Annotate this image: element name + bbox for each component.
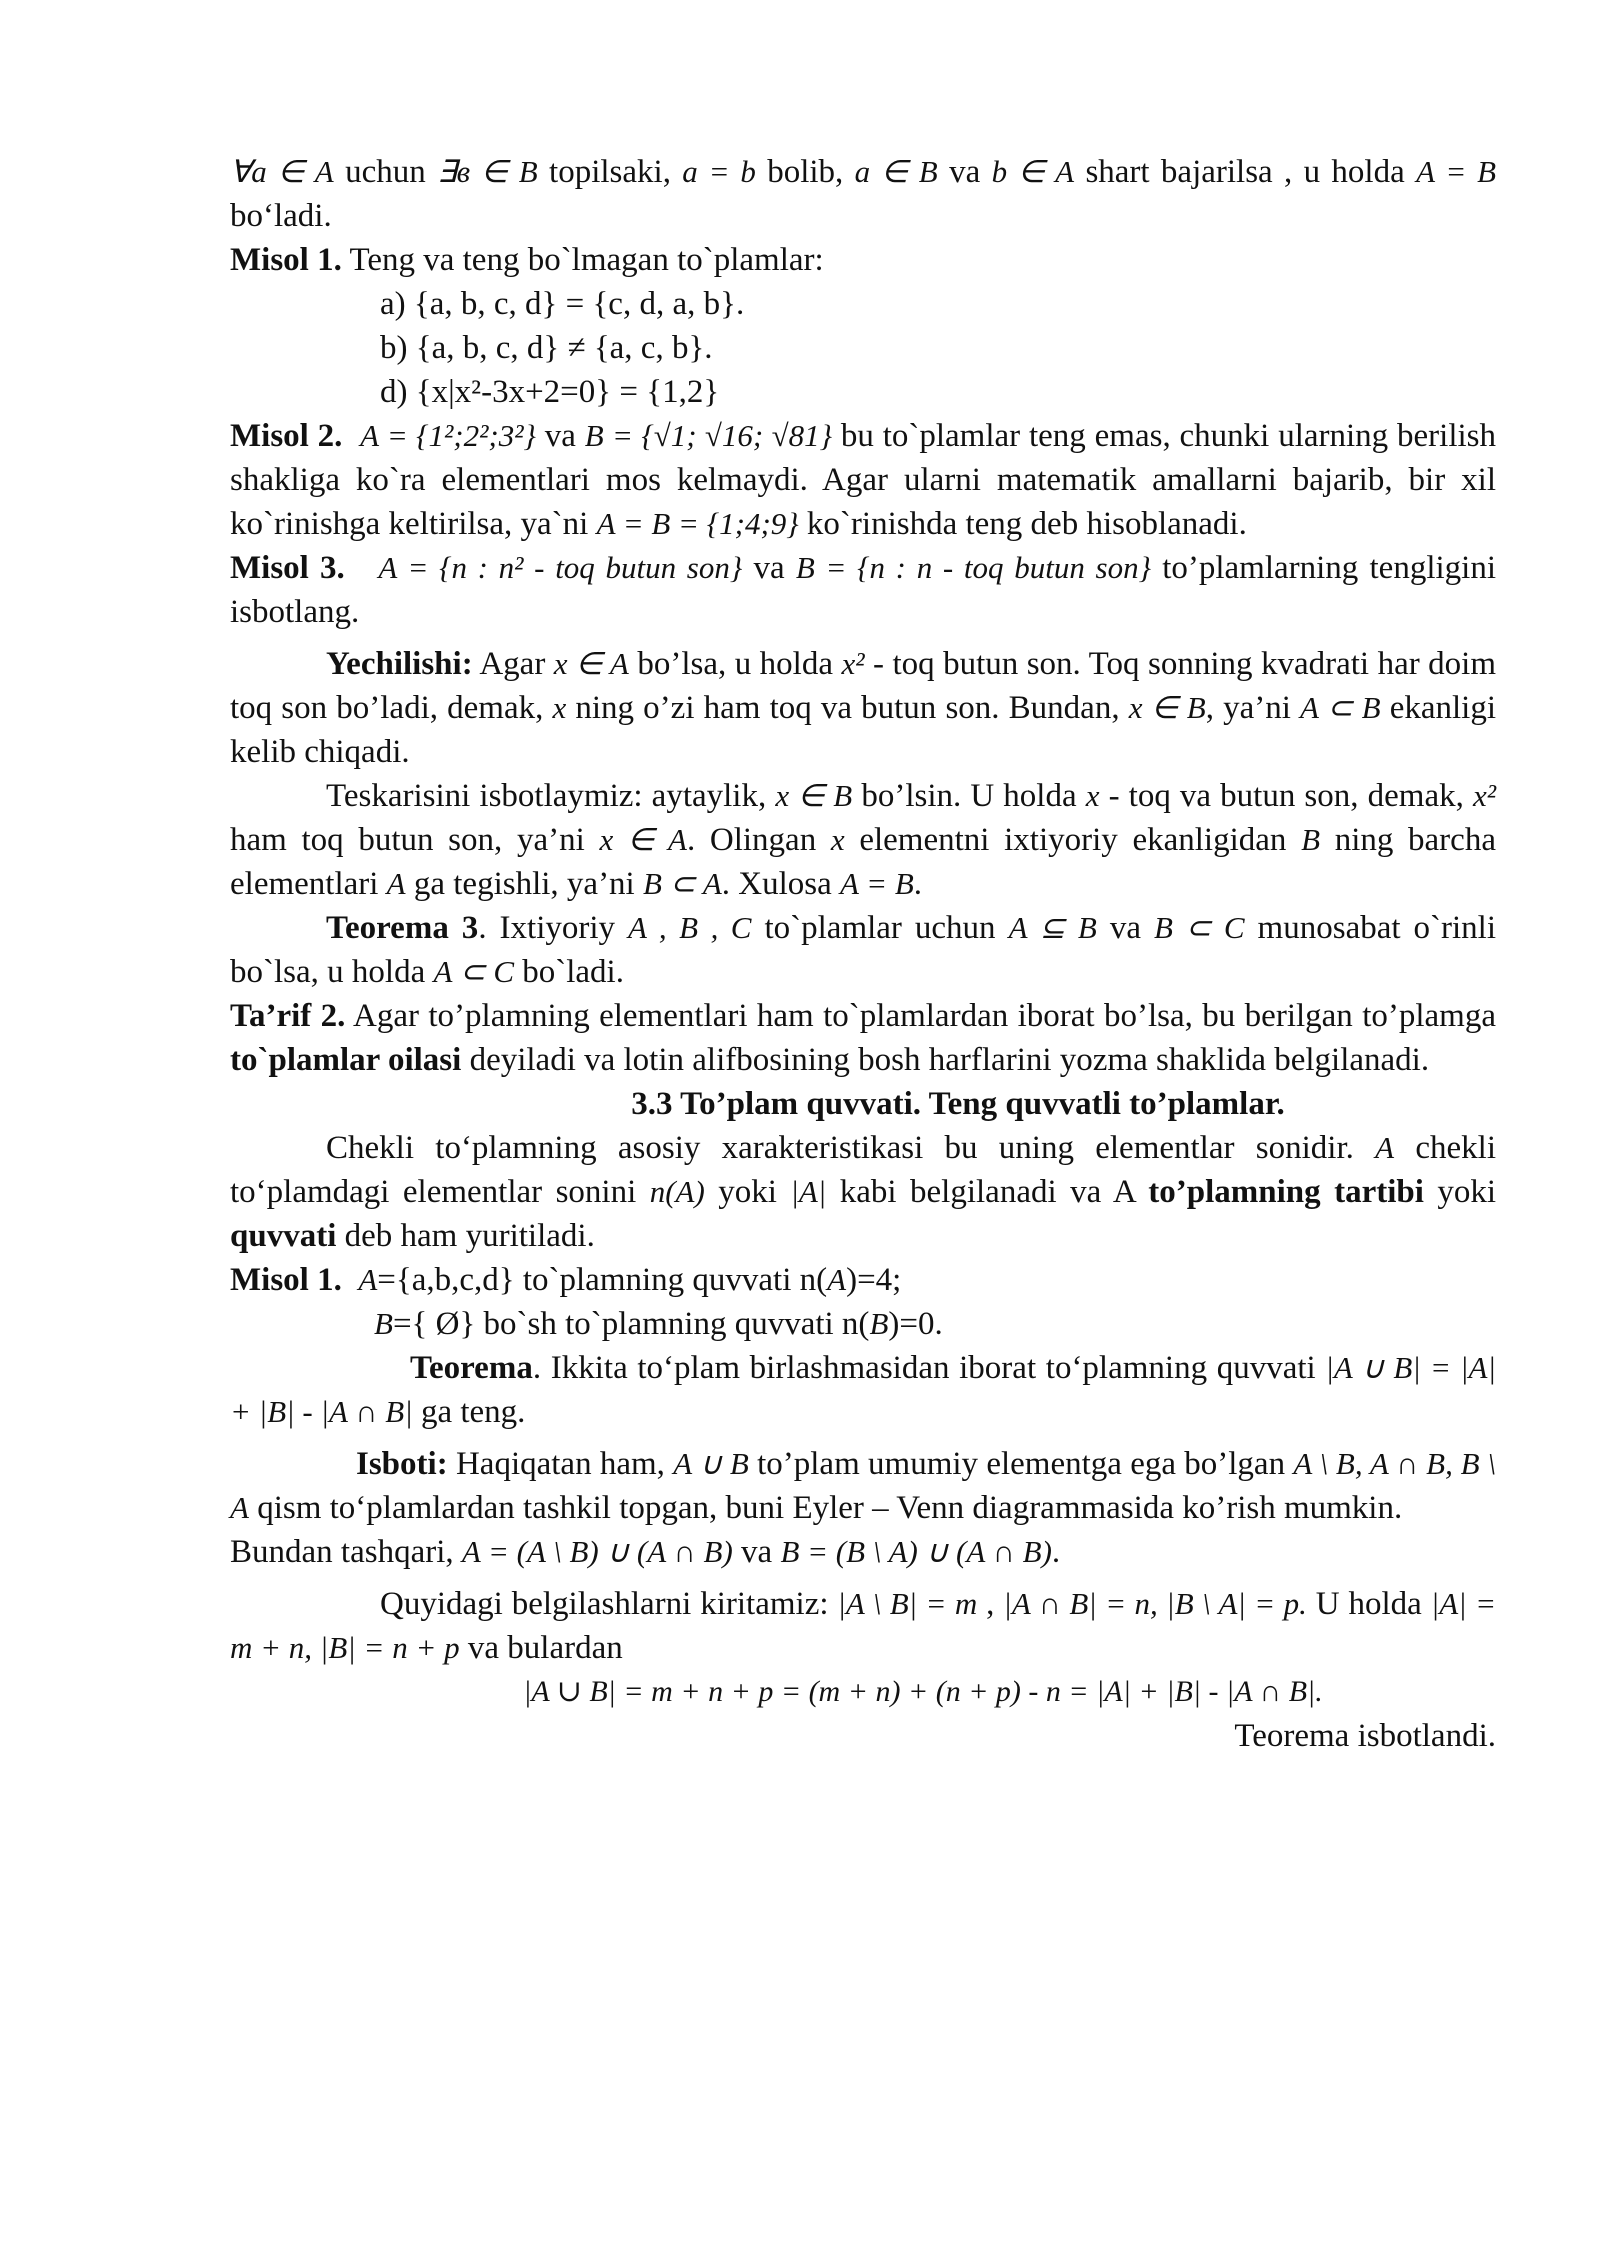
math: A ∪ B: [673, 1446, 749, 1481]
text: va: [732, 1534, 781, 1570]
text: bo’lsin. U holda: [852, 778, 1086, 814]
math: |A ∪ B| = |A| + |B| - |A ∩ B|: [230, 1350, 1497, 1429]
math: |A ∩ B| = n, |B \ A| = p.: [1003, 1586, 1307, 1621]
text: shart bajarilsa , u holda: [1074, 154, 1405, 190]
text: kabi belgilanadi va A: [826, 1174, 1149, 1210]
math: x: [1085, 778, 1100, 813]
math: |A \ B| = m: [837, 1586, 978, 1621]
text: Chekli to‘plamning asosiy xarakteristikasi bu uning elementlar sonidir.: [326, 1130, 1376, 1166]
math: x²: [841, 646, 865, 681]
text: ={a,b,c,d} to`plamning quvvati n(: [377, 1262, 828, 1298]
math: A: [1375, 1130, 1395, 1165]
math: x ∈ A: [599, 822, 687, 857]
math: A = (A \ B) ∪ (A ∩ B): [461, 1534, 733, 1569]
text: bo`ladi.: [514, 954, 624, 990]
math: B ⊂ C: [1153, 910, 1245, 945]
text: ={ Ø} bo`sh to`plamning quvvati n(: [392, 1306, 870, 1342]
text: Teng va teng bo`lmagan to`plamlar:: [341, 242, 824, 278]
math: B ⊂ A: [642, 866, 722, 901]
math: A \ B, A ∩ B, B \ A: [230, 1446, 1496, 1525]
text: to`plamlar uchun: [751, 910, 1009, 946]
math: A: [386, 866, 406, 901]
math: b ∈ A: [991, 154, 1075, 189]
text: . Xulosa: [721, 866, 841, 902]
math: A ⊆ B: [1008, 910, 1097, 945]
text: Bundan tashqari,: [230, 1534, 462, 1570]
math: x: [830, 822, 845, 857]
text: yoki: [1423, 1174, 1497, 1210]
example-label: Misol 1.: [230, 242, 342, 278]
text: .: [913, 866, 923, 902]
text: chekli to‘plamdagi elementlar sonini: [230, 1130, 1496, 1210]
math: A: [358, 1262, 378, 1297]
math: |A|: [790, 1174, 827, 1209]
text: U holda: [1306, 1586, 1431, 1622]
term: to`plamlar oilasi: [230, 1042, 462, 1078]
besides-paragraph: [230, 1530, 1496, 1574]
final-formula: |A ∪ B| = m + n + p = (m + n) + (n + p) - n = |A| + |B| - |A ∩ B|.: [523, 1675, 1323, 1708]
math: n(A): [649, 1174, 705, 1209]
example-1-list: [380, 282, 1496, 414]
text: deb ham yuritiladi.: [336, 1218, 595, 1254]
example-1b-line2: [230, 1302, 1496, 1346]
solution-paragraph: [230, 642, 1496, 774]
example-label: Misol 3.: [230, 550, 345, 586]
math: a = b: [682, 154, 756, 189]
theorem-3: [230, 906, 1496, 994]
section-heading: 3.3 To’plam quvvati. Teng quvvatli to’plamlar.: [631, 1086, 1285, 1122]
text: ekanligi kelib chiqadi.: [230, 690, 1497, 770]
text: bo’lsa, u holda: [628, 646, 842, 682]
math: |A| = m + n, |B| = n + p: [230, 1586, 1496, 1665]
text: Haqiqatan ham,: [447, 1446, 674, 1482]
text: uchun: [333, 154, 438, 190]
text: va bulardan: [459, 1630, 623, 1666]
math: B: [869, 1306, 889, 1341]
text: deyiladi va lotin alifbosining bosh harflarini yozma shaklida belgilanadi.: [461, 1042, 1430, 1078]
text: qism to‘plamlardan tashkil topgan, buni Eyler – Venn diagrammasida ko’rish mumkin.: [248, 1490, 1403, 1526]
text: va: [1096, 910, 1154, 946]
text: ko`rinishda teng deb hisoblanadi.: [798, 506, 1247, 542]
math: B = {√1; √16; √81}: [584, 418, 832, 453]
text: Agar: [472, 646, 554, 682]
example-1b: [230, 1258, 1496, 1302]
text: munosabat o`rinli bo`lsa, u holda: [230, 910, 1497, 990]
example-1: [230, 238, 1496, 282]
math: ∃в ∈ B: [437, 154, 538, 189]
text: ham toq butun son, ya’ni: [230, 822, 600, 858]
text: bo‘ladi.: [230, 198, 332, 234]
example-label: Misol 2.: [230, 418, 343, 454]
solution-label: Yechilishi:: [326, 646, 473, 682]
theorem-union: [230, 1346, 1496, 1434]
text: va: [937, 154, 992, 190]
cardinality-paragraph: [230, 1126, 1496, 1258]
math: x²: [1472, 778, 1496, 813]
math: B = (B \ A) ∪ (A ∩ B): [780, 1534, 1052, 1569]
math: A = {1²;2²;3²}: [360, 418, 536, 453]
example-2: [230, 414, 1496, 546]
math: A ⊂ C: [433, 954, 514, 989]
document-page: [230, 150, 1496, 1758]
text: Agar to’plamning elementlari ham to`plamlardan iborat bo’lsa, bu berilgan to’plamga: [345, 998, 1496, 1034]
text: )=0.: [888, 1306, 943, 1342]
text: , ya’ni: [1205, 690, 1301, 726]
theorem-label: Teorema: [410, 1350, 533, 1386]
text: to’plam umumiy elementga ega bo’lgan: [748, 1446, 1294, 1482]
text: ga teng.: [412, 1394, 526, 1430]
text: to’plamlarning tengligini isbotlang.: [230, 550, 1496, 630]
text: bu to`plamlar teng emas, chunki ularning berilish shakliga ko`ra elementlari mos kelmaydi. Agar ularni matematik amallarni bajarib, bir xil ko`rinishga keltirilsa, ya`ni: [230, 418, 1497, 542]
paragraph-equality-def: [230, 150, 1496, 238]
example-label: Misol 1.: [230, 1262, 342, 1298]
text: Quyidagi belgilashlarni kiritamiz:: [380, 1586, 838, 1622]
math: x ∈ B: [1128, 690, 1206, 725]
example-3: [230, 546, 1496, 634]
text: va: [535, 418, 585, 454]
text: . Olingan: [686, 822, 831, 858]
text: topilsaki,: [537, 154, 683, 190]
text: va: [742, 550, 796, 586]
math: A = B: [1416, 154, 1497, 189]
list-item: d) {x|x²-3x+2=0} = {1,2}: [380, 374, 720, 410]
text: )=4;: [846, 1262, 902, 1298]
text: ,: [977, 1586, 1004, 1622]
definition-2: [230, 994, 1496, 1082]
math: B: [374, 1306, 393, 1341]
list-item: b) {a, b, c, d} ≠ {a, c, b}.: [380, 330, 713, 366]
text: .: [1051, 1534, 1061, 1570]
math: a ∈ B: [854, 154, 938, 189]
text: ga tegishli, ya’ni: [405, 866, 643, 902]
definition-label: Ta’rif 2.: [230, 998, 346, 1034]
proof-label: Isboti:: [356, 1446, 448, 1482]
qed-line: Teorema isbotlandi.: [1234, 1718, 1496, 1754]
math: A = B: [840, 866, 914, 901]
math: B = {n : n - toq butun son}: [795, 550, 1151, 585]
math: A = {n : n² - toq butun son}: [378, 550, 743, 585]
math: A , B , C: [628, 910, 752, 945]
text: elementni ixtiyoriy ekanligidan: [844, 822, 1302, 858]
section-title: [230, 1082, 1496, 1126]
math: x ∈ A: [553, 646, 629, 681]
text: ning barcha elementlari: [230, 822, 1496, 902]
math: A: [827, 1262, 847, 1297]
math: A ⊂ B: [1300, 690, 1381, 725]
text: - toq butun son. Toq sonning kvadrati har doim toq son bo’ladi, demak,: [230, 646, 1497, 726]
text: Teskarisini isbotlaymiz: aytaylik,: [326, 778, 776, 814]
text: . Ixtiyoriy: [478, 910, 629, 946]
notation-paragraph: [230, 1582, 1496, 1670]
math: x: [552, 690, 567, 725]
term: quvvati: [230, 1218, 337, 1254]
math: A = B = {1;4;9}: [596, 506, 799, 541]
text: ning o’zi ham toq va butun son. Bundan,: [566, 690, 1129, 726]
text: bolib,: [755, 154, 855, 190]
math: B: [1301, 822, 1321, 857]
math: ∀a ∈ A: [230, 154, 334, 189]
converse-paragraph: [230, 774, 1496, 906]
list-item: a) {a, b, c, d} = {c, d, a, b}.: [380, 286, 745, 322]
text: . Ikkita to‘plam birlashmasidan iborat to‘plamning quvvati: [532, 1350, 1326, 1386]
math: x ∈ B: [775, 778, 853, 813]
term: to’plamning tartibi: [1148, 1174, 1424, 1210]
theorem-label: Teorema 3: [326, 910, 479, 946]
proof-paragraph: [230, 1442, 1496, 1530]
text: yoki: [704, 1174, 791, 1210]
text: - toq va butun son, demak,: [1099, 778, 1473, 814]
